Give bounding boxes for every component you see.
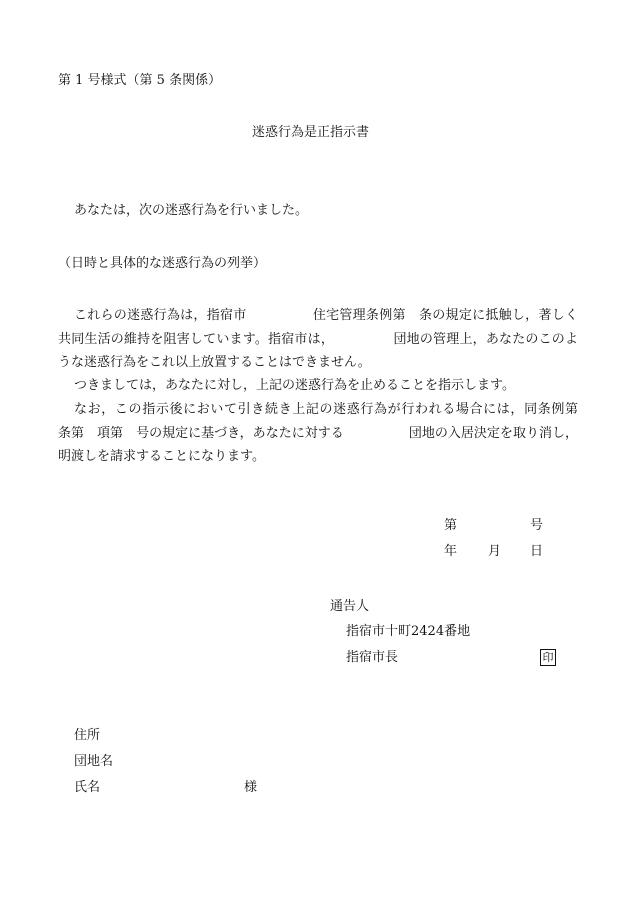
recipient-name-label: 氏名 bbox=[74, 780, 101, 795]
paragraph-violation: これらの迷惑行為は，指宿市 住宅管理条例第 条の規定に抵触し，著しく共同生活の維持を阻害しています。指宿市は， 団地の管理上，あなたのこのような迷惑行為をこれ以上放置することはできません。 bbox=[58, 308, 578, 370]
recipient-complex-label: 団地名 bbox=[74, 754, 114, 769]
sender-mayor: 指宿市長 bbox=[346, 650, 399, 665]
date-year: 年 bbox=[444, 544, 458, 559]
recipient-honorific: 様 bbox=[244, 780, 258, 795]
seal-mark: 印 bbox=[540, 649, 556, 666]
sender-heading: 通告人 bbox=[330, 599, 370, 614]
paragraph-instruction: つきましては，あなたに対し，上記の迷惑行為を止めることを指示します。 bbox=[74, 378, 515, 393]
recipient-address-label: 住所 bbox=[74, 728, 101, 743]
date-month: 月 bbox=[488, 544, 502, 559]
document-title: 迷惑行為是正指示書 bbox=[252, 125, 370, 140]
form-label: 第 1 号様式（第 5 条関係） bbox=[58, 73, 222, 88]
intro-text: あなたは，次の迷惑行為を行いました。 bbox=[74, 203, 309, 218]
date-day: 日 bbox=[530, 544, 544, 559]
doc-number-prefix: 第 bbox=[444, 518, 458, 533]
placeholder-note: （日時と具体的な迷惑行為の列挙） bbox=[58, 256, 267, 271]
sender-address: 指宿市十町2424番地 bbox=[346, 624, 471, 639]
doc-number-suffix: 号 bbox=[530, 518, 544, 533]
paragraph-warning: なお，この指示後において引き続き上記の迷惑行為が行われる場合には，同条例第 条第 項第 号の規定に基づき，あなたに対する 団地の入居決定を取り消し，明渡しを請求することになります。 bbox=[58, 402, 592, 464]
